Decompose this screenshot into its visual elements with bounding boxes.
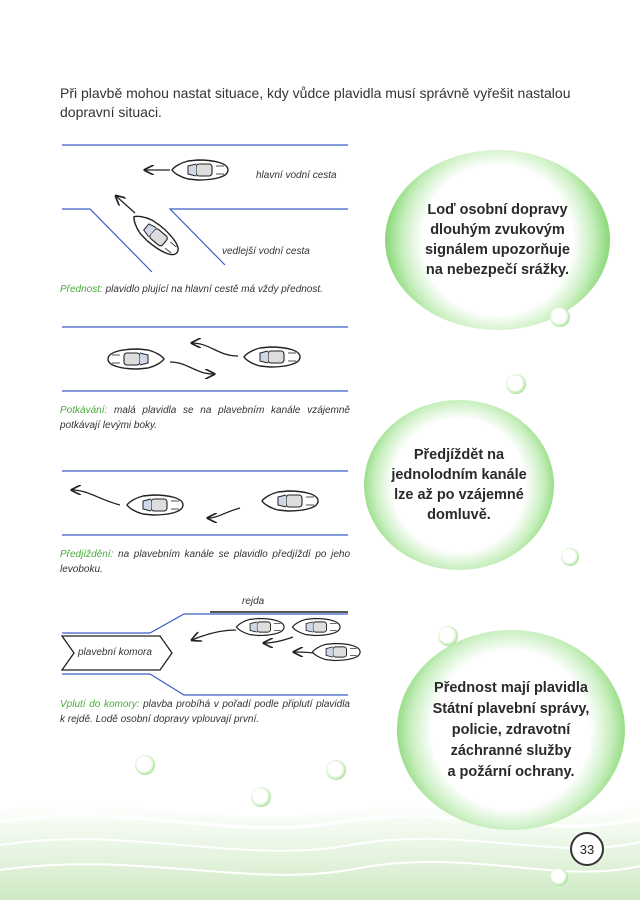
bubble-2-line-1: Předjíždět na (413, 447, 505, 463)
intro-paragraph: Při plavbě mohou nastat situace, kdy vůdce plavidla musí správně vyřešit nastalou dopravní situaci. (60, 85, 571, 120)
priority-caption (60, 282, 350, 297)
decor-bubble (326, 760, 346, 780)
overtaking-caption (60, 547, 350, 577)
decor-bubble (506, 374, 526, 394)
overtaking-key: Předjíždění: (60, 549, 114, 560)
decor-bubble (561, 548, 579, 566)
main-waterway-label: hlavní vodní cesta (256, 170, 337, 181)
meeting-key: Potkávání: (60, 405, 108, 416)
lock-chamber-label: plavební komora (78, 647, 152, 658)
rejda-label: rejda (242, 596, 265, 607)
side-waterway-label: vedlejší vodní cesta (222, 246, 310, 257)
priority-key: Přednost: (60, 284, 103, 295)
bubble-3-line-1: Přednost mají plavidla (434, 679, 588, 696)
bubble-1-line-4: na nebezpečí srážky. (425, 262, 570, 278)
priority-text: plavidlo plující na hlavní cestě má vždy přednost. (102, 284, 323, 295)
lock-entry-text: plavba probíhá v pořadí podle připlutí plavidla k rejdě. Lodě osobní dopravy vplouvají první. (60, 699, 350, 725)
bubble-3-line-3: policie, zdravotní (451, 721, 571, 738)
bubble-overtaking (364, 400, 554, 570)
meeting-text: malá plavidla se na plavebním kanále vzájemně potkávají levými boky. (60, 405, 350, 431)
scene-overtaking (62, 471, 348, 535)
decor-bubble (438, 626, 458, 646)
bubble-3-line-4: záchranné služby (450, 742, 572, 759)
bubble-2-line-2: jednolodním kanále (391, 467, 527, 483)
decor-bubble (550, 868, 568, 886)
lock-entry-key: Vplutí do komory: (60, 699, 140, 710)
scene-meeting (62, 327, 348, 391)
lock-entry-caption (60, 697, 350, 727)
page-number: 33 (570, 832, 604, 866)
bubble-horn-signal (385, 150, 610, 330)
bubble-2-line-4: domluvě. (427, 507, 491, 523)
bubble-3-line-5: a požární ochrany. (447, 763, 575, 780)
bubble-2-line-3: lze až po vzájemné (394, 487, 524, 503)
decor-bubble (550, 307, 570, 327)
bubble-3-line-2: Státní plavební správy, (432, 700, 590, 717)
bubble-1-line-3: signálem upozorňuje (424, 242, 570, 258)
decor-bubble (135, 755, 155, 775)
decor-bubble (251, 787, 271, 807)
meeting-caption (60, 403, 350, 433)
bubble-1-line-2: dlouhým zvukovým (430, 222, 565, 238)
bubble-priority-vessels (397, 630, 625, 830)
overtaking-text: na plavebním kanále se plavidlo předjíždí po jeho levoboku. (60, 549, 350, 575)
bubble-1-line-1: Loď osobní dopravy (427, 202, 568, 218)
